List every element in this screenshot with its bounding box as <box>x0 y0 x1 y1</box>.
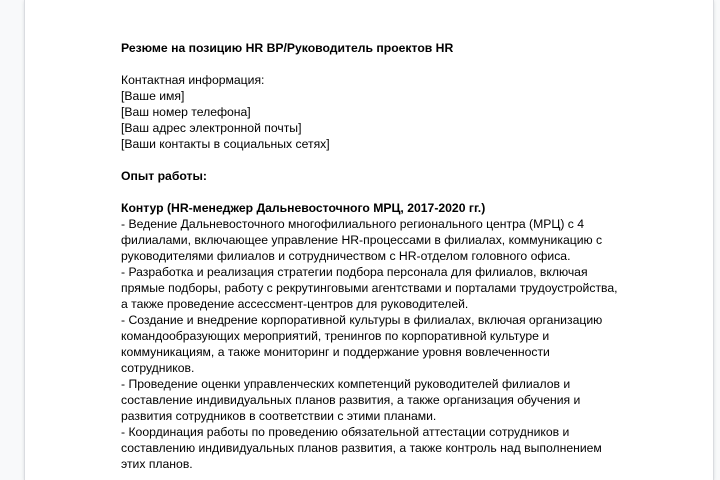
spacer <box>121 56 621 72</box>
experience-line: - Координация работы по проведению обязательной аттестации сотрудников и <box>121 425 570 439</box>
spacer <box>121 152 621 168</box>
experience-line: этих планов. <box>121 457 193 471</box>
experience-line: командообразующих мероприятий, тренингов по корпоративной культуре и <box>121 329 550 343</box>
document-title: Резюме на позицию HR BP/Руководитель проектов HR <box>121 41 454 55</box>
contact-social: [Ваши контакты в социальных сетях] <box>121 137 330 151</box>
experience-heading: Опыт работы: <box>121 169 207 183</box>
experience-line: - Создание и внедрение корпоративной культуры в филиалах, включая организацию <box>121 313 603 327</box>
contact-phone: [Ваш номер телефона] <box>121 105 251 119</box>
experience-line: сотрудников. <box>121 361 195 375</box>
experience-line: - Разработка и реализация стратегии подбора персонала для филиалов, включая <box>121 265 588 279</box>
spacer <box>121 184 621 200</box>
experience-line: развития сотрудников в соответствии с этими планами. <box>121 409 437 423</box>
experience-line: - Ведение Дальневосточного многофилиального регионального центра (МРЦ) с 4 <box>121 217 585 231</box>
job-title: Контур (HR-менеджер Дальневосточного МРЦ, 2017-2020 гг.) <box>121 201 486 215</box>
document-page <box>24 0 714 480</box>
document-body[interactable] <box>121 40 621 472</box>
experience-line: - Проведение оценки управленческих компетенций руководителей филиалов и <box>121 377 571 391</box>
experience-line: коммуникациям, а также мониторинг и поддержание уровня вовлеченности <box>121 345 550 359</box>
experience-line: руководителями филиалов и сотрудничеством с HR-отделом головного офиса. <box>121 249 571 263</box>
experience-line: составление индивидуальных планов развития, а также организация обучения и <box>121 393 581 407</box>
contacts-heading: Контактная информация: <box>121 73 265 87</box>
contact-email: [Ваш адрес электронной почты] <box>121 121 302 135</box>
experience-line: филиалами, включающее управление HR-процессами в филиалах, коммуникацию с <box>121 233 603 247</box>
contact-name: [Ваше имя] <box>121 89 185 103</box>
experience-line: составлению индивидуальных планов развития, а также контроль над выполнением <box>121 441 602 455</box>
experience-line: прямые подборы, работу с рекрутинговыми агентствами и порталами трудоустройства, <box>121 281 618 295</box>
experience-line: а также проведение ассессмент-центров для руководителей. <box>121 297 469 311</box>
